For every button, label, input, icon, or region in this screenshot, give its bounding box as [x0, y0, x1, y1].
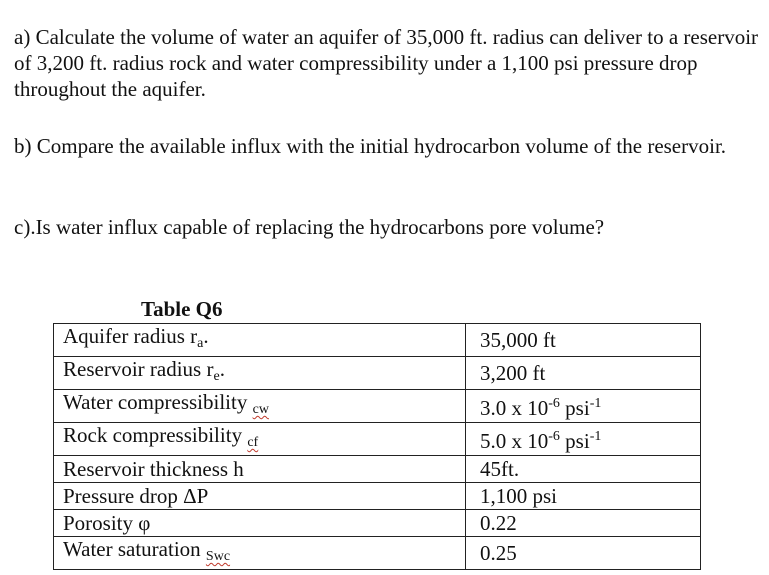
question-a: a) Calculate the volume of water an aquifer of 35,000 ft. radius can deliver to a reservoir of 3,200 ft. radius rock and water compressibility under a 1,100 psi pressure drop throughout the aquifer.	[14, 25, 759, 101]
table-row	[54, 537, 701, 570]
row-value-water-saturation: 0.25	[466, 537, 701, 570]
row-value-rock-compressibility: 5.0 x $10^{-6}$ psi$^{-1}$	[466, 423, 701, 456]
row-label-aquifer-radius: Aquifer radius $r_a$.	[54, 324, 466, 357]
row-label-porosity: Porosity φ	[54, 510, 466, 537]
symbol-cw: cw	[252, 402, 269, 417]
table-row	[54, 456, 701, 483]
row-value-reservoir-thickness: 45ft.	[466, 456, 701, 483]
row-label-water-compressibility: Water compressibility $_{cw}$	[54, 390, 466, 423]
row-value-reservoir-radius: 3,200 ft	[466, 357, 701, 390]
question-b: b) Compare the available influx with the initial hydrocarbon volume of the reservoir.	[14, 134, 727, 158]
table-row	[54, 324, 701, 357]
data-table	[53, 323, 701, 570]
table-row	[54, 390, 701, 423]
row-value-water-compressibility: 3.0 x $10^{-6}$ psi$^{-1}$	[466, 390, 701, 423]
row-label-rock-compressibility: Rock compressibility $_{cf}$	[54, 423, 466, 456]
row-value-porosity: 0.22	[466, 510, 701, 537]
row-label-reservoir-thickness: Reservoir thickness h	[54, 456, 466, 483]
symbol-swc: Swc	[205, 549, 231, 564]
row-value-pressure-drop: 1,100 psi	[466, 483, 701, 510]
row-label-reservoir-radius: Reservoir radius $r_e$.	[54, 357, 466, 390]
table-row	[54, 357, 701, 390]
symbol-cf: cf	[247, 435, 259, 450]
table-row	[54, 510, 701, 537]
row-label-pressure-drop: Pressure drop ΔP	[54, 483, 466, 510]
table-row	[54, 483, 701, 510]
row-label-water-saturation: Water saturation $_{Swc}$	[54, 537, 466, 570]
table-caption: Table Q6	[141, 297, 223, 321]
row-value-aquifer-radius: 35,000 ft	[466, 324, 701, 357]
table-row	[54, 423, 701, 456]
question-c: c).Is water influx capable of replacing the hydrocarbons pore volume?	[14, 215, 605, 239]
